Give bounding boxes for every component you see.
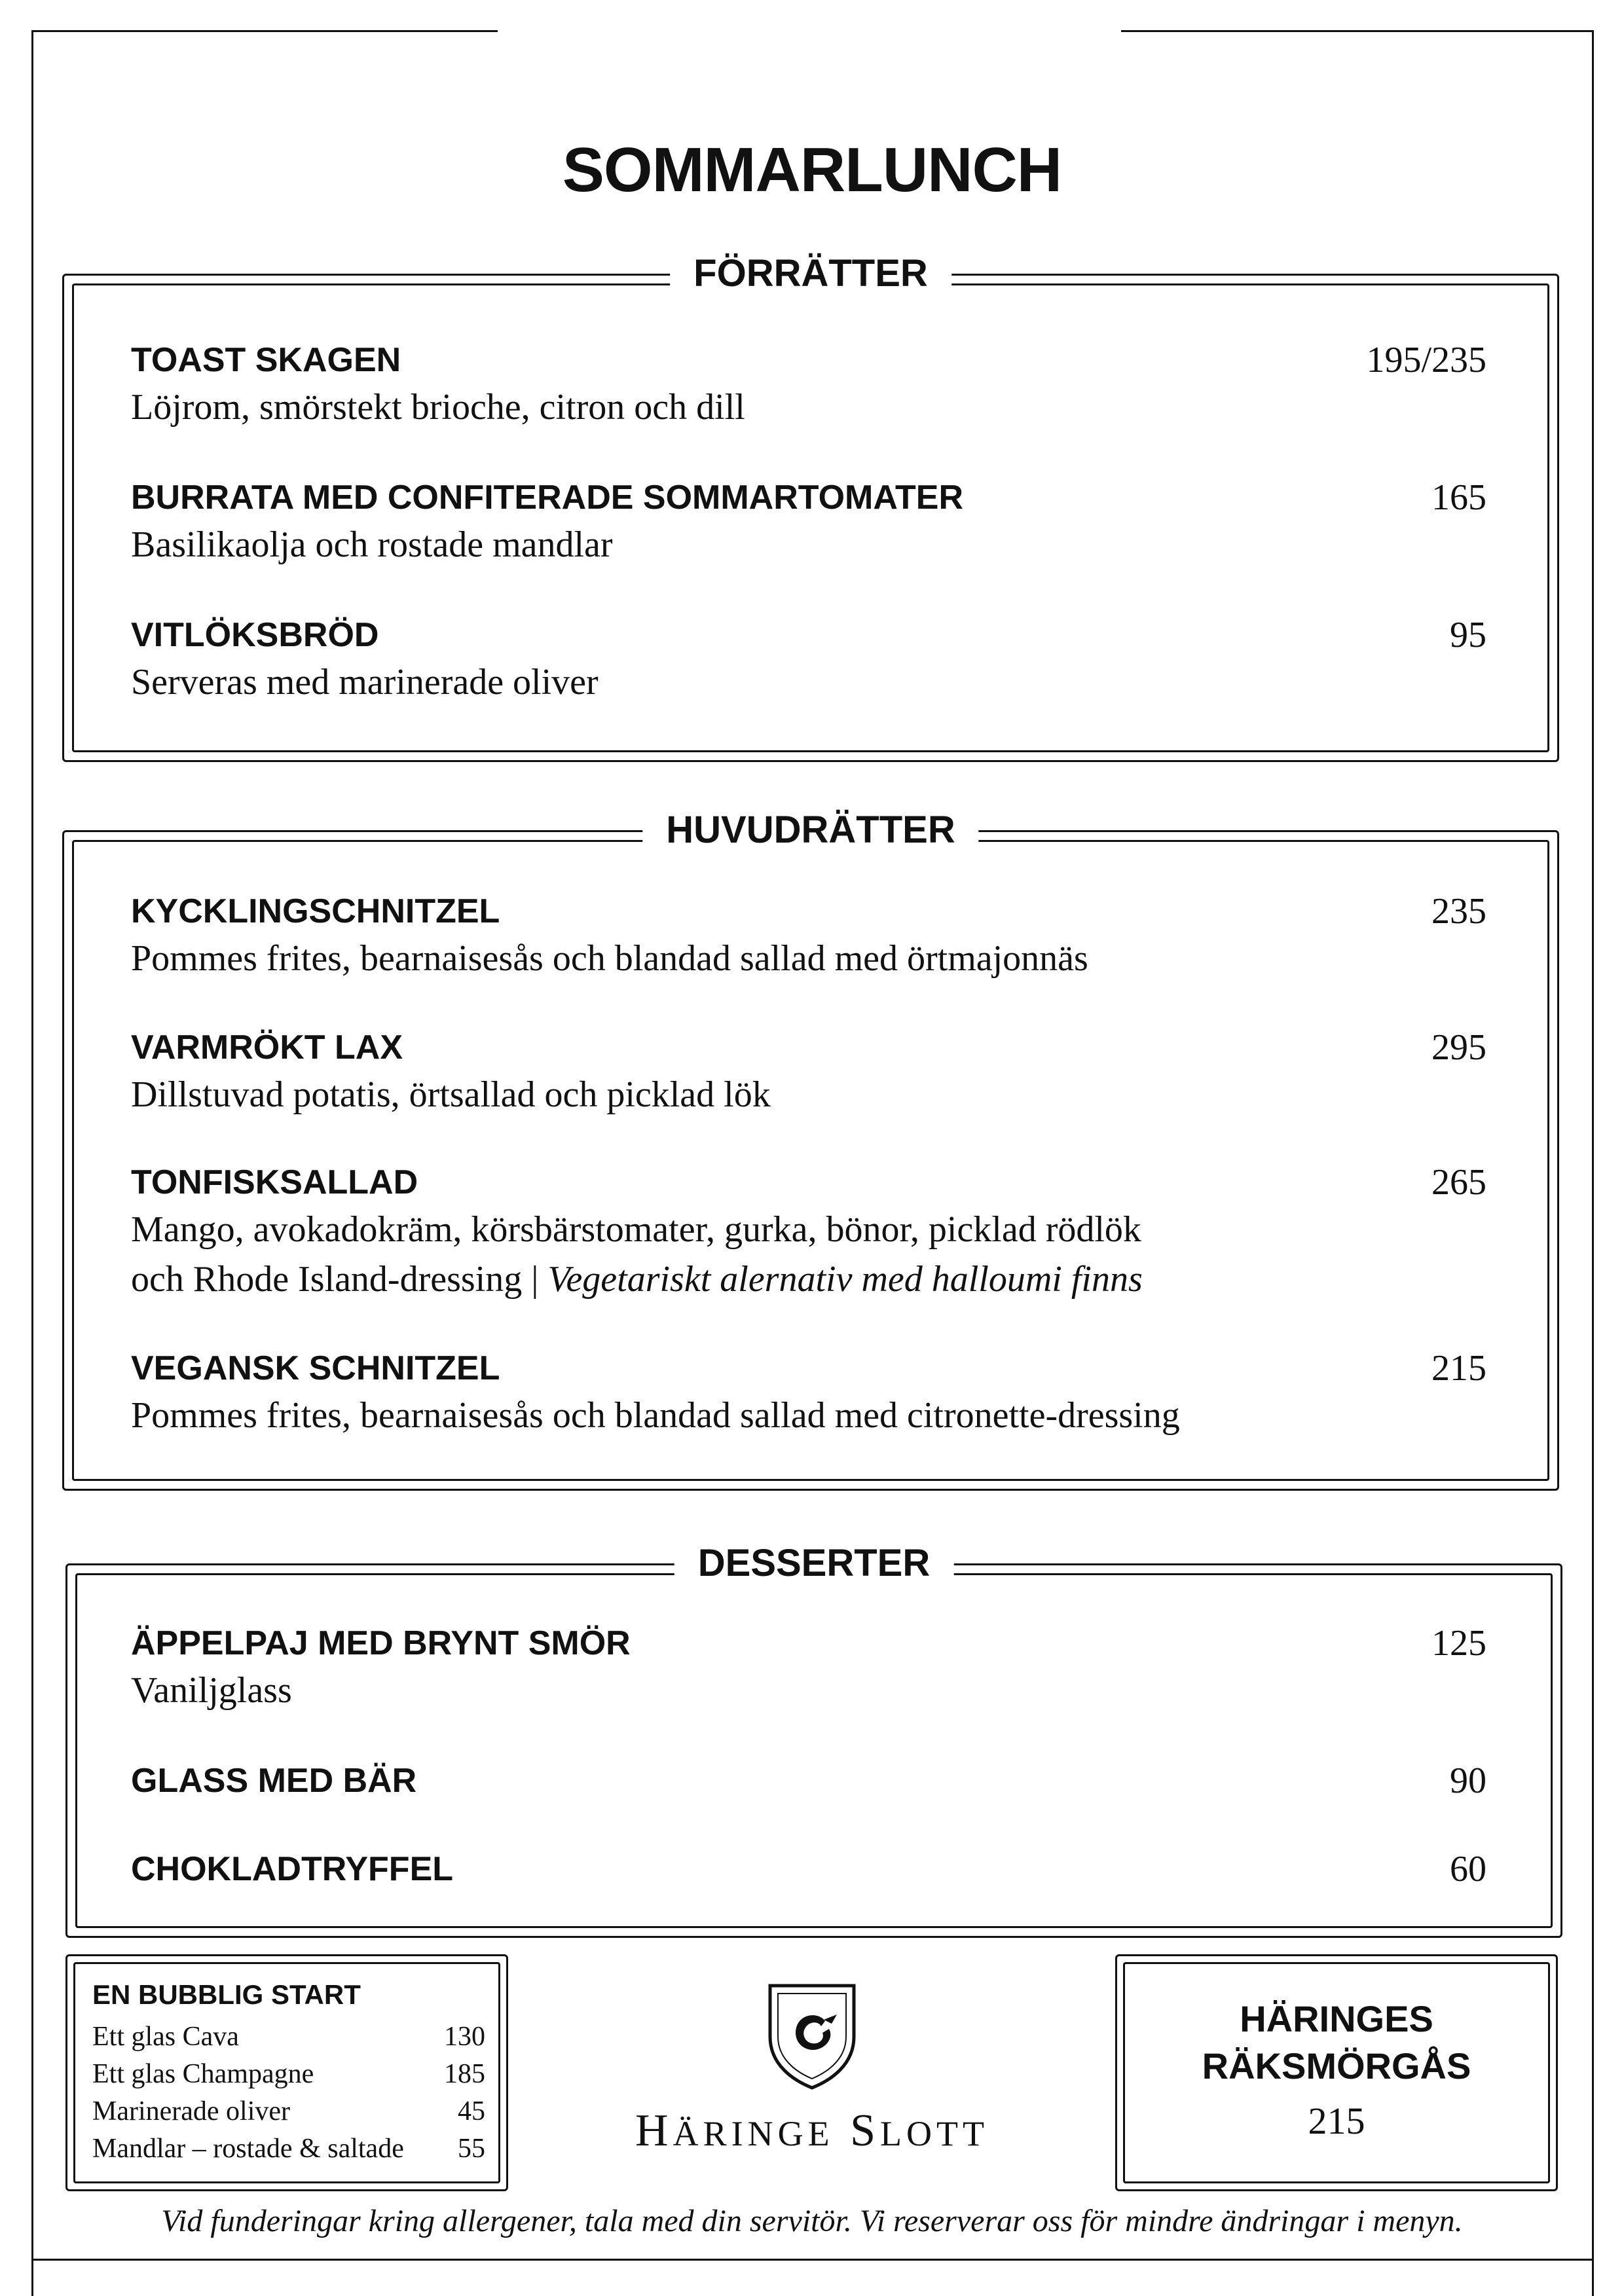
- item-description: Pommes frites, bearnaisesås och blandad sallad med citronette-dressing: [131, 1395, 1180, 1436]
- section-title: FÖRRÄTTER: [670, 252, 951, 295]
- item-name: VEGANSK SCHNITZEL: [131, 1349, 500, 1387]
- bubbly-box: [65, 1954, 508, 2191]
- menu-item: [131, 478, 1486, 570]
- section-title: HUVUDRÄTTER: [642, 809, 978, 852]
- item-name: CHOKLADTRYFFEL: [131, 1850, 454, 1888]
- item-description: Serveras med marinerade oliver: [131, 662, 599, 702]
- item-description: Mango, avokadokräm, körsbärstomater, gurka, bönor, picklad rödlök: [131, 1209, 1141, 1250]
- item-price: 235: [1431, 891, 1486, 932]
- item-description: Dillstuvad potatis, örtsallad och picklad lök: [131, 1074, 771, 1115]
- item-name: VITLÖKSBRÖD: [131, 616, 379, 654]
- raksmorgas-price: 215: [1308, 2100, 1365, 2142]
- item-price: 165: [1431, 477, 1486, 518]
- brand-initial: S: [850, 2105, 881, 2156]
- frame-top-right-line: [1121, 30, 1594, 32]
- raksmorgas-title-line-2: RÄKSMÖRGÅS: [1202, 2045, 1471, 2086]
- menu-item: [131, 340, 1486, 432]
- item-description-text: och Rhode Island-dressing |: [131, 1259, 539, 1300]
- bubbly-item-price: 185: [444, 2059, 485, 2089]
- item-name: KYCKLINGSCHNITZEL: [131, 892, 500, 930]
- bubbly-item-name: Ett glas Champagne: [92, 2059, 314, 2089]
- vegetarian-note: Vegetariskt alernativ med halloumi finns: [547, 1259, 1143, 1300]
- page-title: SOMMARLUNCH: [562, 135, 1062, 205]
- brand-name: [589, 2105, 1035, 2157]
- item-name: GLASS MED BÄR: [131, 1762, 417, 1800]
- item-description: Basilikaolja och rostade mandlar: [131, 524, 613, 565]
- bubbly-item-name: Marinerade oliver: [92, 2096, 291, 2126]
- item-name: TONFISKSALLAD: [131, 1163, 418, 1201]
- menu-item: [131, 1624, 1486, 1715]
- menu-item: [131, 615, 1486, 707]
- shield-crest-icon: [766, 1980, 858, 2092]
- frame-top-left-line: [31, 30, 498, 32]
- raksmorgas-box: [1115, 1954, 1558, 2191]
- item-price: 90: [1450, 1760, 1486, 1801]
- menu-item: [131, 892, 1486, 983]
- menu-item: [131, 1850, 1486, 1889]
- item-name: TOAST SKAGEN: [131, 341, 401, 379]
- bubbly-item: [92, 2020, 485, 2053]
- brand-rest: ÄRINGE: [673, 2114, 834, 2153]
- frame-bottom-line: [31, 2259, 1594, 2261]
- frame-right-line: [1592, 30, 1594, 2296]
- brand-rest: LOTT: [880, 2114, 989, 2153]
- item-price: 295: [1431, 1027, 1486, 1068]
- menu-item: [131, 1349, 1486, 1440]
- footnote: Vid funderingar kring allergener, tala med din servitör. Vi reserverar oss för mindre ändringar i menyn.: [161, 2204, 1463, 2238]
- section-title: DESSERTER: [674, 1542, 954, 1585]
- item-description: Vaniljglass: [131, 1670, 292, 1711]
- item-name: ÄPPELPAJ MED BRYNT SMÖR: [131, 1624, 631, 1662]
- item-price: 265: [1431, 1162, 1486, 1203]
- menu-item: [131, 1028, 1486, 1120]
- menu-item: [131, 1761, 1486, 1800]
- bubbly-title: EN BUBBLIG START: [92, 1979, 361, 2010]
- bubbly-item-price: 130: [444, 2022, 485, 2052]
- item-description: Löjrom, smörstekt brioche, citron och dill: [131, 387, 745, 428]
- item-description: Pommes frites, bearnaisesås och blandad sallad med örtmajonnäs: [131, 938, 1088, 979]
- bubbly-item-price: 45: [458, 2096, 485, 2126]
- item-name: VARMRÖKT LAX: [131, 1029, 403, 1066]
- item-description-line-2: [131, 1254, 1486, 1304]
- item-price: 95: [1450, 615, 1486, 655]
- item-price: 125: [1431, 1623, 1486, 1664]
- brand-initial: H: [635, 2105, 673, 2156]
- bubbly-item: [92, 2095, 485, 2128]
- bubbly-item-name: Ett glas Cava: [92, 2022, 239, 2052]
- raksmorgas-title-line-1: HÄRINGES: [1240, 1998, 1433, 2039]
- bubbly-item-price: 55: [458, 2134, 485, 2164]
- menu-item: [131, 1163, 1486, 1304]
- item-price: 60: [1450, 1849, 1486, 1889]
- frame-left-line: [31, 30, 33, 2296]
- bubbly-item: [92, 2132, 485, 2165]
- item-name: BURRATA MED CONFITERADE SOMMARTOMATER: [131, 479, 964, 517]
- item-price: 195/235: [1366, 340, 1486, 380]
- bubbly-item-name: Mandlar – rostade & saltade: [92, 2134, 404, 2164]
- item-price: 215: [1431, 1348, 1486, 1389]
- raksmorgas-title: [1117, 1995, 1556, 2090]
- bubbly-item: [92, 2058, 485, 2090]
